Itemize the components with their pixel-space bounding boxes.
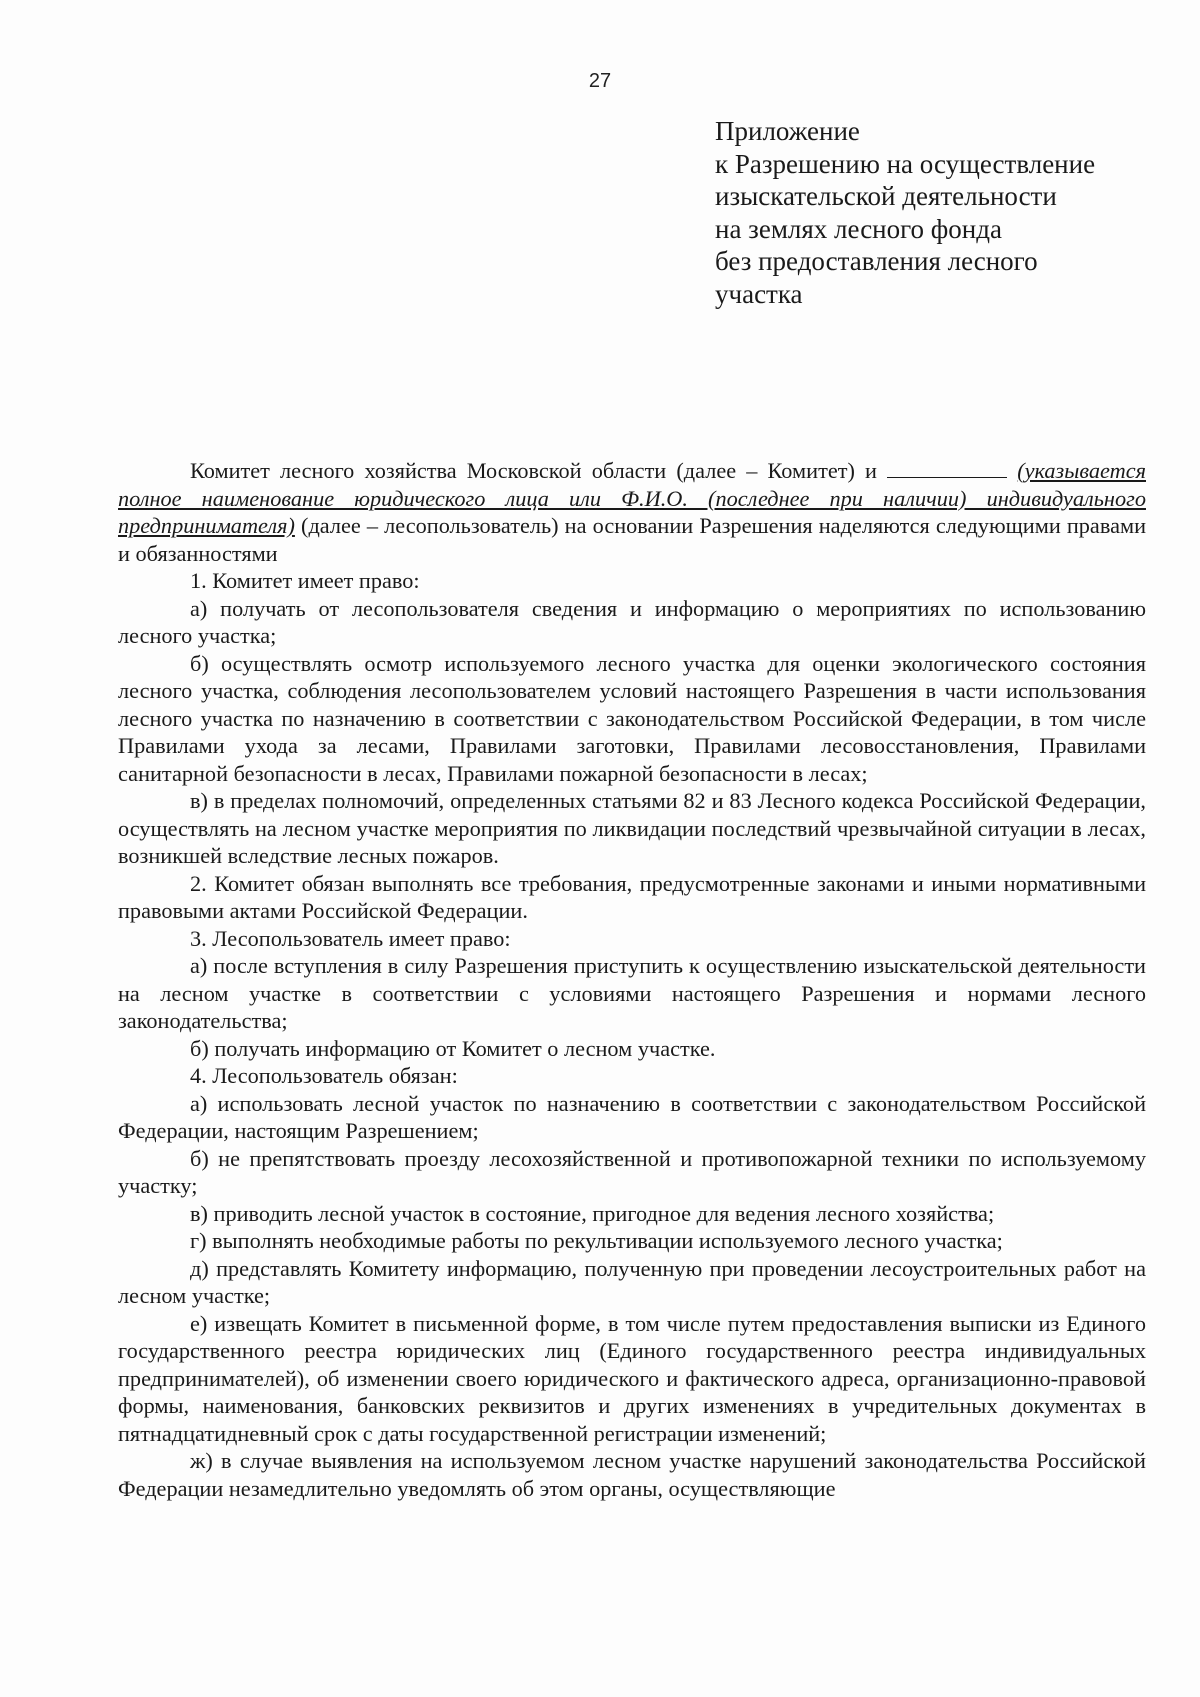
document-body [118, 457, 1146, 1502]
appendix-line: участка [715, 278, 803, 309]
intro-lead: Комитет лесного хозяйства Московской области (далее – Комитет) и [190, 458, 877, 483]
appendix-line: без предоставления лесного [715, 246, 1038, 276]
intro-paragraph [118, 457, 1146, 567]
paragraph: 1. Комитет имеет право: [190, 568, 420, 593]
paragraph: 4. Лесопользователь обязан: [190, 1063, 458, 1088]
paragraph: д) представлять Комитету информацию, полученную при проведении лесоустроительных работ на лесном участке; [118, 1255, 1146, 1308]
paragraph: ж) в случае выявления на используемом лесном участке нарушений законодательства Российской Федерации незамедлительно уведомлять об этом органы, осуществляющие [118, 1448, 1146, 1501]
intro-italic-note: (указывается полное наименование юридического лица или Ф.И.О. (последнее при наличии) индивидуального предпринимателя) [118, 458, 1146, 538]
appendix-line: на землях лесного фонда [715, 213, 1002, 244]
blank-fill-line [887, 459, 1007, 478]
paragraph: б) осуществлять осмотр используемого лесного участка для оценки экологического состояния лесного участка, соблюдения лесопользователем условий настоящего Разрешения в части использования лесного участка по назначению в соответствии с законодательством Российской Федерации, в том числе Правилами ухода за лесами, Правилами заготовки, Правилами лесовосстановления, Правилами санитарной безопасности в лесах, Правилами пожарной безопасности в лесах; [118, 650, 1146, 786]
paragraph: 2. Комитет обязан выполнять все требования, предусмотренные законами и иными нормативными правовыми актами Российской Федерации. [118, 870, 1146, 923]
page-number: 27 [588, 70, 612, 92]
appendix-line: изыскательской деятельности [715, 181, 1057, 211]
paragraph: а) после вступления в силу Разрешения приступить к осуществлению изыскательской деятельности на лесном участке в соответствии с условиями настоящего Разрешения и нормами лесного законодательства; [118, 953, 1146, 1033]
paragraph: б) не препятствовать проезду лесохозяйственной и противопожарной техники по используемому участку; [118, 1145, 1146, 1198]
paragraph: в) в пределах полномочий, определенных статьями 82 и 83 Лесного кодекса Российской Федерации, осуществлять на лесном участке мероприятия по ликвидации последствий чрезвычайной ситуации в лесах, возникшей вследствие лесных пожаров. [118, 788, 1146, 868]
appendix-header [715, 115, 1145, 310]
paragraph: в) приводить лесной участок в состояние, пригодное для ведения лесного хозяйства; [190, 1200, 995, 1226]
intro-tail: (далее – лесопользователь) на основании Разрешения наделяются следующими правами и обязанностями [118, 513, 1147, 566]
appendix-line: Приложение [715, 116, 860, 146]
paragraph: а) использовать лесной участок по назначению в соответствии с законодательством Российской Федерации, настоящим Разрешением; [118, 1090, 1146, 1143]
paragraph: а) получать от лесопользователя сведения и информацию о мероприятиях по использованию лесного участка; [118, 595, 1146, 648]
paragraph: г) выполнять необходимые работы по рекультивации используемого лесного участка; [190, 1228, 1003, 1253]
paragraph: 3. Лесопользователь имеет право: [190, 925, 511, 951]
paragraph: е) извещать Комитет в письменной форме, в том числе путем предоставления выписки из Единого государственного реестра юридических лиц (Единого государственного реестра индивидуальных предпринимателей), об изменении своего юридического и фактического адреса, организационно-правовой формы, наименования, банковских реквизитов и других изменениях в учредительных документах в пятнадцатидневный срок с даты государственной регистрации изменений; [118, 1310, 1146, 1446]
appendix-line: к Разрешению на осуществление [715, 148, 1096, 179]
paragraph: б) получать информацию от Комитет о лесном участке. [190, 1035, 716, 1061]
